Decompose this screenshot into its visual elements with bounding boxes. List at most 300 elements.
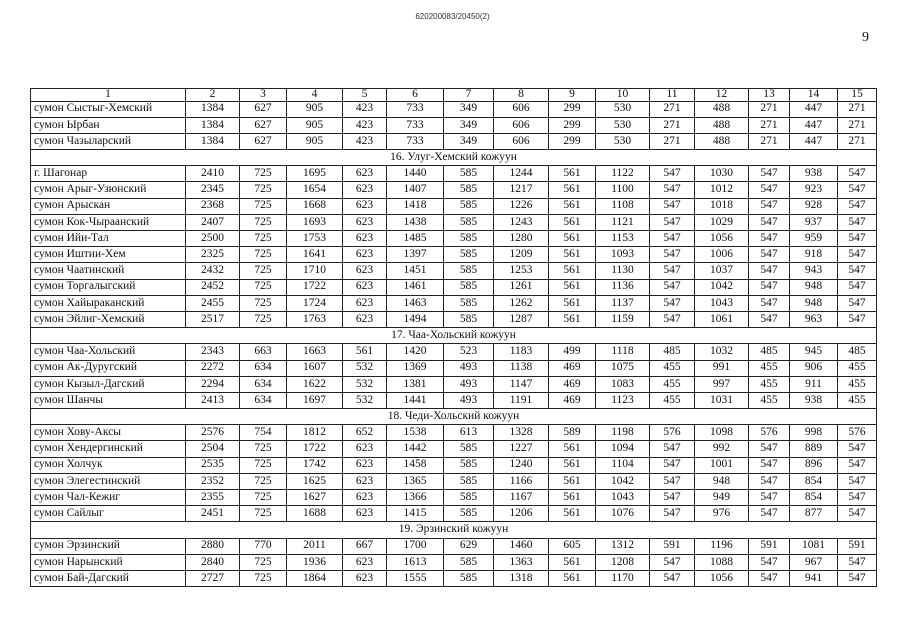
section-title: 18. Чеди-Хольский кожуун xyxy=(31,409,877,425)
table-cell: 423 xyxy=(343,117,387,133)
table-cell: 667 xyxy=(343,538,387,554)
table-cell: 561 xyxy=(549,182,596,198)
table-row xyxy=(31,247,877,263)
section-row xyxy=(31,409,877,425)
table-cell: 1083 xyxy=(596,376,650,392)
table-cell: 1032 xyxy=(695,344,749,360)
table-cell: 1722 xyxy=(287,441,343,457)
table-cell: 1384 xyxy=(186,117,240,133)
table-cell: 1217 xyxy=(494,182,549,198)
table-cell: 725 xyxy=(240,570,287,586)
table-cell: 547 xyxy=(650,457,695,473)
table-cell: 1407 xyxy=(387,182,444,198)
table-cell: 1121 xyxy=(596,214,650,230)
table-cell: 488 xyxy=(695,117,749,133)
table-row xyxy=(31,117,877,133)
table-cell: 2352 xyxy=(186,473,240,489)
table-cell: 1122 xyxy=(596,166,650,182)
table-cell: 2325 xyxy=(186,247,240,263)
table-cell: 1244 xyxy=(494,166,549,182)
table-cell: 2576 xyxy=(186,425,240,441)
table-cell: 1081 xyxy=(790,538,838,554)
table-cell: 2410 xyxy=(186,166,240,182)
table-cell: 725 xyxy=(240,311,287,327)
table-cell: 561 xyxy=(549,311,596,327)
table-cell: 1654 xyxy=(287,182,343,198)
table-cell: 725 xyxy=(240,473,287,489)
table-cell: 623 xyxy=(343,231,387,247)
table-cell: 530 xyxy=(596,117,650,133)
table-cell: 2455 xyxy=(186,295,240,311)
table-cell: 1280 xyxy=(494,231,549,247)
table-cell: 1700 xyxy=(387,538,444,554)
table-row xyxy=(31,295,877,311)
table-cell: 591 xyxy=(650,538,695,554)
table-cell: 576 xyxy=(650,425,695,441)
table-cell: 547 xyxy=(650,506,695,522)
table-cell: 1763 xyxy=(287,311,343,327)
table-cell: 770 xyxy=(240,538,287,554)
table-cell: 585 xyxy=(444,182,494,198)
table-cell: 547 xyxy=(749,214,790,230)
table-cell: 1147 xyxy=(494,376,549,392)
table-cell: 585 xyxy=(444,198,494,214)
table-cell: 2345 xyxy=(186,182,240,198)
table-row xyxy=(31,554,877,570)
table-cell: 1227 xyxy=(494,441,549,457)
table-cell: 623 xyxy=(343,279,387,295)
section-title: 16. Улуг-Хемский кожуун xyxy=(31,150,877,166)
column-header: 1 xyxy=(31,89,186,102)
table-cell: 623 xyxy=(343,506,387,522)
table-cell: 754 xyxy=(240,425,287,441)
table-cell: 1460 xyxy=(494,538,549,554)
settlement-name: сумон Холчук xyxy=(31,457,186,473)
table-cell: 561 xyxy=(549,231,596,247)
table-cell: 652 xyxy=(343,425,387,441)
table-cell: 561 xyxy=(549,554,596,570)
table-cell: 561 xyxy=(549,506,596,522)
table-cell: 585 xyxy=(444,311,494,327)
table-cell: 725 xyxy=(240,295,287,311)
settlement-name: сумон Чазыларский xyxy=(31,133,186,149)
settlement-name: сумон Арыг-Узюнский xyxy=(31,182,186,198)
table-cell: 1018 xyxy=(695,198,749,214)
table-cell: 1936 xyxy=(287,554,343,570)
table-cell: 1206 xyxy=(494,506,549,522)
table-cell: 547 xyxy=(838,295,877,311)
table-cell: 1418 xyxy=(387,198,444,214)
table-cell: 928 xyxy=(790,198,838,214)
table-cell: 1012 xyxy=(695,182,749,198)
table-cell: 547 xyxy=(749,570,790,586)
settlement-name: сумон Шанчы xyxy=(31,392,186,408)
table-cell: 271 xyxy=(838,133,877,149)
table-cell: 2452 xyxy=(186,279,240,295)
table-cell: 423 xyxy=(343,101,387,117)
table-cell: 547 xyxy=(749,198,790,214)
table-cell: 547 xyxy=(650,473,695,489)
table-cell: 1118 xyxy=(596,344,650,360)
table-row xyxy=(31,473,877,489)
table-cell: 1226 xyxy=(494,198,549,214)
table-cell: 455 xyxy=(650,392,695,408)
table-cell: 1043 xyxy=(695,295,749,311)
table-cell: 2880 xyxy=(186,538,240,554)
table-cell: 1753 xyxy=(287,231,343,247)
table-cell: 2840 xyxy=(186,554,240,570)
table-cell: 1622 xyxy=(287,376,343,392)
table-cell: 523 xyxy=(444,344,494,360)
column-header: 6 xyxy=(387,89,444,102)
table-cell: 547 xyxy=(650,166,695,182)
table-cell: 591 xyxy=(838,538,877,554)
settlement-name: сумон Ак-Дуругский xyxy=(31,360,186,376)
table-cell: 1438 xyxy=(387,214,444,230)
table-cell: 1555 xyxy=(387,570,444,586)
table-cell: 1461 xyxy=(387,279,444,295)
table-cell: 423 xyxy=(343,133,387,149)
table-cell: 547 xyxy=(838,457,877,473)
table-cell: 547 xyxy=(749,231,790,247)
table-cell: 547 xyxy=(650,311,695,327)
table-cell: 455 xyxy=(838,360,877,376)
settlement-name: сумон Арыскан xyxy=(31,198,186,214)
table-cell: 948 xyxy=(790,295,838,311)
table-cell: 1138 xyxy=(494,360,549,376)
table-cell: 889 xyxy=(790,441,838,457)
table-cell: 561 xyxy=(549,214,596,230)
table-cell: 561 xyxy=(549,473,596,489)
table-cell: 1607 xyxy=(287,360,343,376)
table-cell: 1381 xyxy=(387,376,444,392)
table-cell: 623 xyxy=(343,311,387,327)
table-cell: 561 xyxy=(549,441,596,457)
table-cell: 623 xyxy=(343,473,387,489)
table-cell: 485 xyxy=(838,344,877,360)
table-cell: 561 xyxy=(549,198,596,214)
table-cell: 854 xyxy=(790,490,838,506)
table-cell: 2355 xyxy=(186,490,240,506)
table-cell: 469 xyxy=(549,376,596,392)
table-cell: 1001 xyxy=(695,457,749,473)
table-cell: 991 xyxy=(695,360,749,376)
table-cell: 547 xyxy=(650,570,695,586)
table-cell: 1864 xyxy=(287,570,343,586)
table-cell: 547 xyxy=(838,570,877,586)
table-cell: 629 xyxy=(444,538,494,554)
table-cell: 547 xyxy=(838,198,877,214)
table-cell: 547 xyxy=(650,198,695,214)
settlement-name: сумон Кызыл-Дагский xyxy=(31,376,186,392)
table-cell: 1240 xyxy=(494,457,549,473)
table-cell: 623 xyxy=(343,570,387,586)
table-cell: 733 xyxy=(387,117,444,133)
table-cell: 1243 xyxy=(494,214,549,230)
table-row xyxy=(31,360,877,376)
table-row xyxy=(31,214,877,230)
table-cell: 585 xyxy=(444,506,494,522)
table-cell: 485 xyxy=(749,344,790,360)
table-cell: 2368 xyxy=(186,198,240,214)
table-cell: 455 xyxy=(838,392,877,408)
table-cell: 854 xyxy=(790,473,838,489)
table-row xyxy=(31,311,877,327)
table-cell: 1384 xyxy=(186,101,240,117)
table-cell: 948 xyxy=(695,473,749,489)
table-cell: 1056 xyxy=(695,231,749,247)
table-cell: 299 xyxy=(549,101,596,117)
table-cell: 499 xyxy=(549,344,596,360)
table-cell: 1108 xyxy=(596,198,650,214)
table-cell: 911 xyxy=(790,376,838,392)
table-cell: 1094 xyxy=(596,441,650,457)
table-cell: 1613 xyxy=(387,554,444,570)
table-cell: 949 xyxy=(695,490,749,506)
table-cell: 493 xyxy=(444,376,494,392)
table-cell: 469 xyxy=(549,360,596,376)
table-cell: 561 xyxy=(549,279,596,295)
table-cell: 606 xyxy=(494,117,549,133)
table-cell: 1695 xyxy=(287,166,343,182)
settlement-name: г. Шагонар xyxy=(31,166,186,182)
table-cell: 1196 xyxy=(695,538,749,554)
table-cell: 1287 xyxy=(494,311,549,327)
table-cell: 1104 xyxy=(596,457,650,473)
table-cell: 547 xyxy=(650,214,695,230)
table-row xyxy=(31,182,877,198)
settlement-name: сумон Сайлыг xyxy=(31,506,186,522)
table-cell: 923 xyxy=(790,182,838,198)
table-row xyxy=(31,344,877,360)
table-cell: 998 xyxy=(790,425,838,441)
table-row xyxy=(31,506,877,522)
table-cell: 271 xyxy=(650,117,695,133)
table-row xyxy=(31,279,877,295)
column-header: 11 xyxy=(650,89,695,102)
table-cell: 271 xyxy=(749,101,790,117)
table-cell: 561 xyxy=(549,457,596,473)
table-cell: 585 xyxy=(444,263,494,279)
table-cell: 585 xyxy=(444,279,494,295)
table-cell: 623 xyxy=(343,182,387,198)
table-cell: 1384 xyxy=(186,133,240,149)
table-cell: 455 xyxy=(749,392,790,408)
settlement-name: сумон Кок-Чыраанский xyxy=(31,214,186,230)
table-row xyxy=(31,538,877,554)
table-cell: 591 xyxy=(749,538,790,554)
table-cell: 905 xyxy=(287,117,343,133)
table-cell: 1625 xyxy=(287,473,343,489)
table-cell: 585 xyxy=(444,490,494,506)
table-cell: 2011 xyxy=(287,538,343,554)
settlement-name: сумон Хайыраканский xyxy=(31,295,186,311)
table-cell: 623 xyxy=(343,198,387,214)
table-cell: 547 xyxy=(838,506,877,522)
table-cell: 547 xyxy=(838,490,877,506)
table-cell: 1261 xyxy=(494,279,549,295)
table-cell: 623 xyxy=(343,441,387,457)
table-cell: 1029 xyxy=(695,214,749,230)
table-cell: 2727 xyxy=(186,570,240,586)
table-row xyxy=(31,441,877,457)
page-number: 9 xyxy=(862,30,869,45)
table-body xyxy=(31,89,877,587)
settlement-name: сумон Элегестинский xyxy=(31,473,186,489)
table-cell: 1697 xyxy=(287,392,343,408)
table-cell: 627 xyxy=(240,101,287,117)
settlement-name: сумон Чаа-Хольский xyxy=(31,344,186,360)
settlement-name: сумон Эйлиг-Хемский xyxy=(31,311,186,327)
table-cell: 606 xyxy=(494,101,549,117)
table-cell: 547 xyxy=(838,279,877,295)
table-cell: 725 xyxy=(240,182,287,198)
table-cell: 1006 xyxy=(695,247,749,263)
table-cell: 1170 xyxy=(596,570,650,586)
table-cell: 576 xyxy=(838,425,877,441)
table-cell: 547 xyxy=(749,263,790,279)
column-header: 5 xyxy=(343,89,387,102)
table-row xyxy=(31,133,877,149)
table-cell: 585 xyxy=(444,231,494,247)
table-cell: 585 xyxy=(444,554,494,570)
table-cell: 1538 xyxy=(387,425,444,441)
table-cell: 663 xyxy=(240,344,287,360)
table-cell: 561 xyxy=(549,247,596,263)
table-cell: 455 xyxy=(650,360,695,376)
table-cell: 561 xyxy=(549,490,596,506)
settlement-name: сумон Торгалыгский xyxy=(31,279,186,295)
table-cell: 547 xyxy=(650,490,695,506)
table-cell: 725 xyxy=(240,198,287,214)
table-cell: 1208 xyxy=(596,554,650,570)
table-cell: 455 xyxy=(650,376,695,392)
table-cell: 725 xyxy=(240,457,287,473)
table-cell: 1742 xyxy=(287,457,343,473)
table-cell: 1363 xyxy=(494,554,549,570)
table-cell: 547 xyxy=(650,295,695,311)
section-row xyxy=(31,522,877,538)
table-cell: 547 xyxy=(749,441,790,457)
table-cell: 725 xyxy=(240,279,287,295)
table-row xyxy=(31,101,877,117)
table-cell: 493 xyxy=(444,360,494,376)
table-cell: 488 xyxy=(695,133,749,149)
table-cell: 1485 xyxy=(387,231,444,247)
table-cell: 634 xyxy=(240,360,287,376)
table-cell: 896 xyxy=(790,457,838,473)
table-row xyxy=(31,263,877,279)
table-cell: 547 xyxy=(749,295,790,311)
table-cell: 547 xyxy=(838,263,877,279)
table-cell: 547 xyxy=(749,490,790,506)
table-cell: 547 xyxy=(749,311,790,327)
table-cell: 530 xyxy=(596,133,650,149)
table-cell: 532 xyxy=(343,360,387,376)
table-row xyxy=(31,198,877,214)
table-cell: 1042 xyxy=(596,473,650,489)
table-cell: 561 xyxy=(549,570,596,586)
table-cell: 2407 xyxy=(186,214,240,230)
table-cell: 547 xyxy=(749,182,790,198)
settlement-name: сумон Ырбан xyxy=(31,117,186,133)
column-header: 15 xyxy=(838,89,877,102)
table-cell: 547 xyxy=(650,279,695,295)
table-cell: 585 xyxy=(444,166,494,182)
table-cell: 455 xyxy=(749,360,790,376)
table-cell: 1037 xyxy=(695,263,749,279)
table-cell: 547 xyxy=(838,231,877,247)
table-cell: 349 xyxy=(444,117,494,133)
table-cell: 943 xyxy=(790,263,838,279)
table-cell: 1209 xyxy=(494,247,549,263)
table-cell: 1318 xyxy=(494,570,549,586)
section-title: 19. Эрзинский кожуун xyxy=(31,522,877,538)
table-cell: 627 xyxy=(240,133,287,149)
table-cell: 585 xyxy=(444,214,494,230)
table-cell: 959 xyxy=(790,231,838,247)
table-cell: 725 xyxy=(240,166,287,182)
data-table xyxy=(30,88,877,587)
table-cell: 485 xyxy=(650,344,695,360)
table-cell: 299 xyxy=(549,133,596,149)
table-cell: 547 xyxy=(838,473,877,489)
table-cell: 1262 xyxy=(494,295,549,311)
table-cell: 547 xyxy=(749,247,790,263)
table-cell: 905 xyxy=(287,101,343,117)
table-cell: 1365 xyxy=(387,473,444,489)
table-cell: 1463 xyxy=(387,295,444,311)
table-cell: 941 xyxy=(790,570,838,586)
table-cell: 725 xyxy=(240,441,287,457)
section-row xyxy=(31,328,877,344)
table-cell: 997 xyxy=(695,376,749,392)
table-cell: 2451 xyxy=(186,506,240,522)
table-cell: 547 xyxy=(650,247,695,263)
document-id: 620200083/20450(2) xyxy=(415,12,490,21)
table-cell: 1042 xyxy=(695,279,749,295)
table-cell: 2432 xyxy=(186,263,240,279)
table-cell: 547 xyxy=(838,311,877,327)
table-cell: 733 xyxy=(387,101,444,117)
table-cell: 948 xyxy=(790,279,838,295)
table-cell: 1722 xyxy=(287,279,343,295)
table-cell: 623 xyxy=(343,490,387,506)
table-cell: 547 xyxy=(749,473,790,489)
table-cell: 2343 xyxy=(186,344,240,360)
settlement-name: сумон Нарынский xyxy=(31,554,186,570)
table-cell: 1312 xyxy=(596,538,650,554)
table-cell: 1663 xyxy=(287,344,343,360)
table-cell: 1441 xyxy=(387,392,444,408)
table-cell: 1366 xyxy=(387,490,444,506)
table-cell: 938 xyxy=(790,392,838,408)
table-cell: 1442 xyxy=(387,441,444,457)
column-header: 12 xyxy=(695,89,749,102)
table-cell: 725 xyxy=(240,506,287,522)
table-cell: 1075 xyxy=(596,360,650,376)
table-cell: 1130 xyxy=(596,263,650,279)
table-cell: 349 xyxy=(444,133,494,149)
table-cell: 547 xyxy=(838,554,877,570)
table-cell: 532 xyxy=(343,392,387,408)
table-cell: 547 xyxy=(650,554,695,570)
table-row xyxy=(31,570,877,586)
table-cell: 271 xyxy=(749,117,790,133)
table-cell: 271 xyxy=(749,133,790,149)
table-cell: 561 xyxy=(549,166,596,182)
table-cell: 905 xyxy=(287,133,343,149)
